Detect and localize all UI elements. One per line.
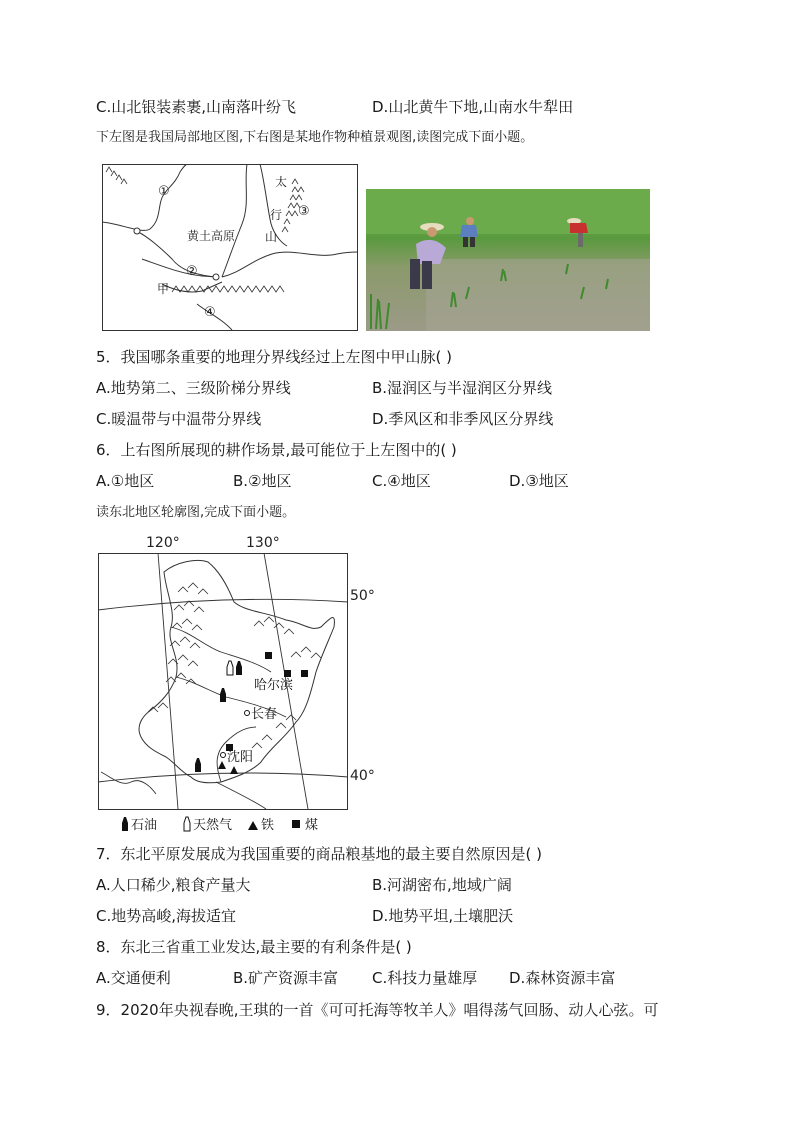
map1-label-4: ④ bbox=[204, 305, 216, 320]
iron-legend-icon bbox=[248, 821, 258, 830]
legend-iron: 铁 bbox=[261, 818, 275, 833]
q9-stem: 9．2020年央视春晚,王琪的一首《可可托海等牧羊人》唱得荡气回肠、动人心弦。可 bbox=[96, 1001, 659, 1019]
q7-option-d[interactable]: D.地势平坦,土壤肥沃 bbox=[372, 907, 514, 925]
northeast-map bbox=[96, 532, 386, 834]
coal-marker bbox=[265, 652, 272, 659]
gas-legend-icon bbox=[184, 817, 190, 831]
legend-oil: 石油 bbox=[131, 818, 158, 833]
q6-option-a[interactable]: A.①地区 bbox=[96, 472, 155, 490]
map1-label-hang: 行 bbox=[270, 208, 283, 222]
q7-option-b[interactable]: B.河湖密布,地域广阔 bbox=[372, 876, 512, 894]
city-shenyang: 沈阳 bbox=[227, 750, 254, 765]
intro-text-2: 读东北地区轮廓图,完成下面小题。 bbox=[96, 505, 296, 520]
q5-option-b[interactable]: B.湿润区与半湿润区分界线 bbox=[372, 379, 553, 397]
q8-option-a[interactable]: A.交通便利 bbox=[96, 969, 171, 987]
lon-120-label: 120° bbox=[146, 535, 180, 551]
regional-map bbox=[102, 164, 358, 331]
intro-text-1: 下左图是我国局部地区图,下右图是某地作物种植景观图,读图完成下面小题。 bbox=[96, 130, 534, 145]
map1-label-jia: 甲 bbox=[157, 282, 170, 296]
coal-marker bbox=[301, 670, 308, 677]
coal-legend-icon bbox=[292, 820, 300, 828]
option-c-prev: C.山北银装素裹,山南落叶纷飞 bbox=[96, 98, 297, 116]
city-harbin: 哈尔滨 bbox=[254, 678, 294, 693]
q5-stem: 5．我国哪条重要的地理分界线经过上左图中甲山脉( ) bbox=[96, 348, 453, 366]
q7-option-c[interactable]: C.地势高峻,海拔适宜 bbox=[96, 907, 237, 925]
map-legend bbox=[122, 817, 318, 833]
map1-label-shan: 山 bbox=[265, 230, 278, 244]
q7-stem: 7．东北平原发展成为我国重要的商品粮基地的最主要自然原因是( ) bbox=[96, 845, 543, 863]
q6-option-b[interactable]: B.②地区 bbox=[233, 472, 292, 490]
q6-option-d[interactable]: D.③地区 bbox=[509, 472, 569, 490]
map1-label-plateau: 黄土高原 bbox=[187, 229, 236, 243]
map1-label-tai: 太 bbox=[275, 175, 288, 189]
oil-legend-icon bbox=[122, 817, 128, 831]
map1-label-1: ① bbox=[158, 184, 170, 199]
q6-option-c[interactable]: C.④地区 bbox=[372, 472, 431, 490]
q8-option-d[interactable]: D.森林资源丰富 bbox=[509, 969, 616, 987]
q8-stem: 8．东北三省重工业发达,最主要的有利条件是( ) bbox=[96, 938, 412, 956]
q8-option-b[interactable]: B.矿产资源丰富 bbox=[233, 969, 339, 987]
map1-label-2: ② bbox=[186, 264, 198, 279]
q8-option-c[interactable]: C.科技力量雄厚 bbox=[372, 969, 478, 987]
rice-paddy-photo bbox=[366, 189, 650, 331]
legend-coal: 煤 bbox=[305, 818, 319, 833]
map1-label-3: ③ bbox=[298, 204, 310, 219]
q5-option-d[interactable]: D.季风区和非季风区分界线 bbox=[372, 410, 554, 428]
q5-option-a[interactable]: A.地势第二、三级阶梯分界线 bbox=[96, 379, 291, 397]
q7-option-a[interactable]: A.人口稀少,粮食产量大 bbox=[96, 876, 251, 894]
lon-130-label: 130° bbox=[246, 535, 280, 551]
lat-50-label: 50° bbox=[350, 588, 375, 604]
q5-option-c[interactable]: C.暖温带与中温带分界线 bbox=[96, 410, 262, 428]
coal-marker bbox=[284, 670, 291, 677]
city-changchun: 长春 bbox=[251, 707, 278, 722]
lat-40-label: 40° bbox=[350, 768, 375, 784]
q6-stem: 6．上右图所展现的耕作场景,最可能位于上左图中的( ) bbox=[96, 441, 457, 459]
legend-gas: 天然气 bbox=[193, 818, 233, 833]
option-d-prev: D.山北黄牛下地,山南水牛犁田 bbox=[372, 98, 574, 116]
